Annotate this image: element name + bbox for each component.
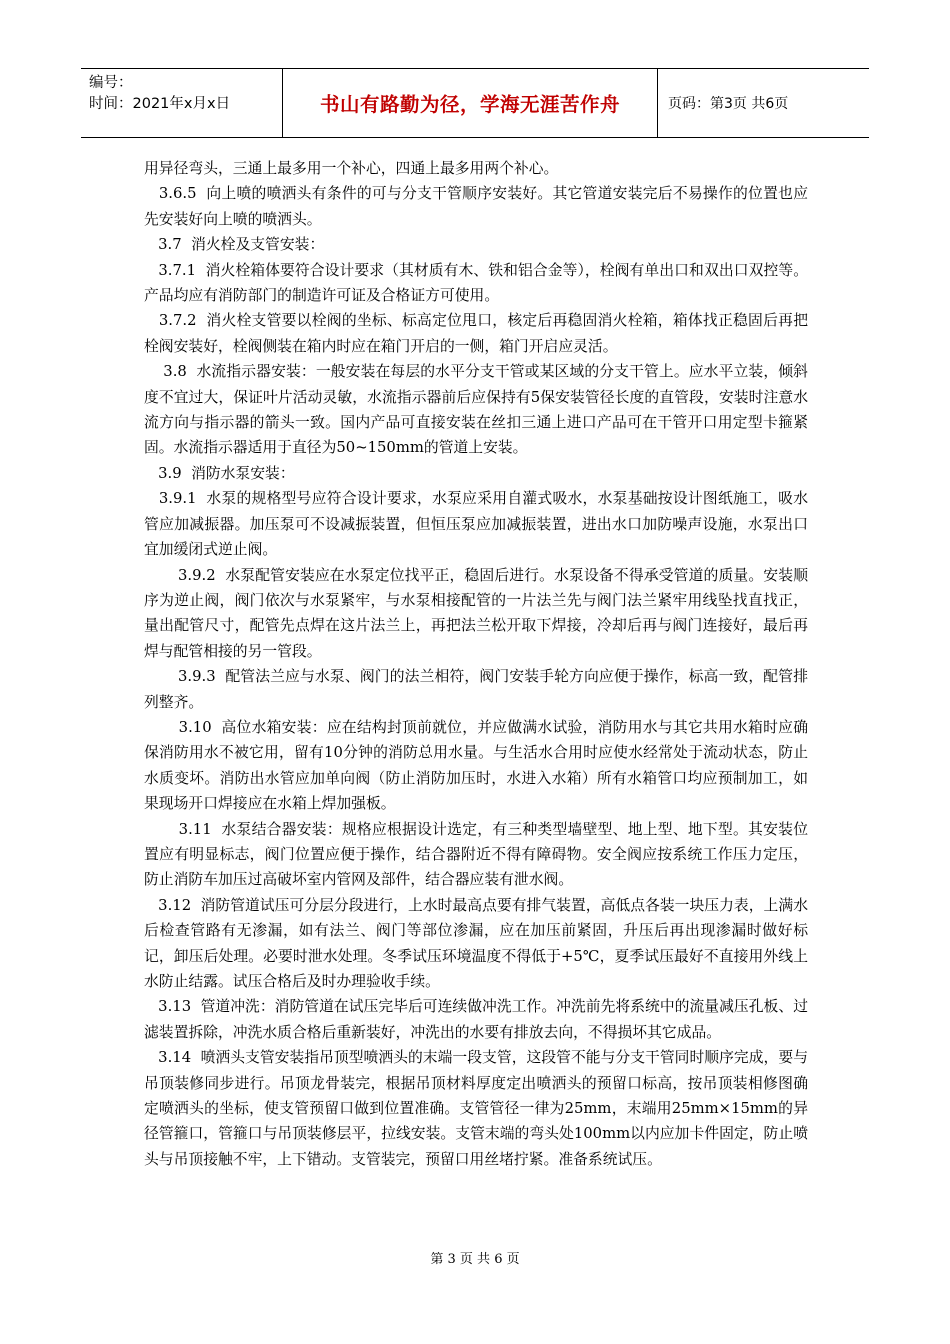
document-time-label: 时间：2021年x月x日 xyxy=(89,96,231,112)
paragraph: 3.7.1 消火栓箱体要符合设计要求（其材质有木、铁和铝合金等），栓阀有单出口和双出口双控等。产品均应有消防部门的制造许可证及合格证方可使用。 xyxy=(144,261,808,305)
paragraph: 3.7.2 消火栓支管要以栓阀的坐标、标高定位甩口，核定后再稳固消火栓箱，箱体找正稳固后再把栓阀安装好，栓阀侧装在箱内时应在箱门开启的一侧，箱门开启应灵活。 xyxy=(144,312,808,355)
document-body xyxy=(144,156,808,1172)
paragraph: 3.9.3 配管法兰应与水泵、阀门的法兰相符，阀门安装手轮方向应便于操作，标高一致，配管排列整齐。 xyxy=(144,668,808,711)
paragraph: 用异径弯头，三通上最多用一个补心，四通上最多用两个补心。 xyxy=(144,160,559,177)
paragraph: 3.6.5 向上喷的喷洒头有条件的可与分支干管顺序安装好。其它管道安装完后不易操作的位置也应先安装好向上喷的喷洒头。 xyxy=(144,185,808,228)
paragraph: 3.14 喷洒头支管安装指吊顶型喷洒头的末端一段支管，这段管不能与分支干管同时顺序完成，要与吊顶装修同步进行。吊顶龙骨装完，根据吊顶材料厚度定出喷洒头的预留口标高，按吊顶装相修图确定喷洒头的坐标，使支管预留口做到位置准确。支管管径一律为25mm，末端用25mm×15mm的异径管箍口，管箍口与吊顶装修层平，拉线安装。支管末端的弯头处100mm以内应加卡件固定，防止喷头与吊顶接触不牢，上下错动。支管装完，预留口用丝堵拧紧。准备系统试压。 xyxy=(144,1049,808,1168)
paragraph: 3.10 高位水箱安装：应在结构封顶前就位，并应做满水试验，消防用水与其它共用水箱时应确保消防用水不被它用，留有10分钟的消防总用水量。与生活水合用时应使水经常处于流动状态，防止水质变坏。消防出水管应加单向阀（防止消防加压时，水进入水箱）所有水箱管口均应预制加工，如果现场开口焊接应在水箱上焊加强板。 xyxy=(144,718,808,813)
document-number-label: 编号： xyxy=(89,75,133,91)
page-header xyxy=(81,68,869,138)
header-page-info: 页码：第3页 共6页 xyxy=(668,96,789,112)
section-heading: 3.9 消防水泵安装： xyxy=(144,464,295,482)
section-heading: 3.7 消火栓及支管安装： xyxy=(144,236,325,254)
paragraph: 3.9.2 水泵配管安装应在水泵定位找平正，稳固后进行。水泵设备不得承受管道的质量。安装顺序为逆止阀，阀门依次与水泵紧牢，与水泵相接配管的一片法兰先与阀门法兰紧牢用线坠找直找正，量出配管尺寸，配管先点焊在这片法兰上，再把法兰松开取下焊接，冷却后再与阀门连接好，最后再焊与配管相接的另一管段。 xyxy=(144,566,808,660)
paragraph: 3.11 水泵结合器安装：规格应根据设计选定，有三种类型墙壁型、地上型、地下型。其安装位置应有明显标志，阀门位置应便于操作，结合器附近不得有障碍物。安全阀应按系统工作压力定压，防止消防车加压过高破坏室内管网及部件，结合器应装有泄水阀。 xyxy=(144,820,808,889)
paragraph: 3.9.1 水泵的规格型号应符合设计要求，水泵应采用自灌式吸水，水泵基础按设计图纸施工，吸水管应加减振器。加压泵可不设减振装置，但恒压泵应加减振装置，进出水口加防噪声设施，水泵出口宜加缓闭式逆止阀。 xyxy=(144,490,808,559)
paragraph: 3.12 消防管道试压可分层分段进行，上水时最高点要有排气装置，高低点各装一块压力表，上满水后检查管路有无渗漏，如有法兰、阀门等部位渗漏，应在加压前紧固，升压后再出现渗漏时做好标记，卸压后处理。必要时泄水处理。冬季试压环境温度不得低于+5℃，夏季试压最好不直接用外线上水防止结露。试压合格后及时办理验收手续。 xyxy=(144,896,808,990)
paragraph: 3.13 管道冲洗：消防管道在试压完毕后可连续做冲洗工作。冲洗前先将系统中的流量减压孔板、过滤装置拆除，冲洗水质合格后重新装好，冲洗出的水要有排放去向，不得损坏其它成品。 xyxy=(144,998,808,1041)
header-motto: 书山有路勤为径，学海无涯苦作舟 xyxy=(283,69,658,137)
paragraph: 3.8 水流指示器安装：一般安装在每层的水平分支干管或某区域的分支干管上。应水平立装，倾斜度不宜过大，保证叶片活动灵敏，水流指示器前后应保持有5保安装管径长度的直管段，安装时注意水流方向与指示器的箭头一致。国内产品可直接安装在丝扣三通上进口产品可在干管开口用定型卡箍紧固。水流指示器适用于直径为50~150mm的管道上安装。 xyxy=(144,363,808,457)
header-info-cell xyxy=(81,69,283,137)
page-footer: 第 3 页 共 6 页 xyxy=(430,1252,520,1267)
